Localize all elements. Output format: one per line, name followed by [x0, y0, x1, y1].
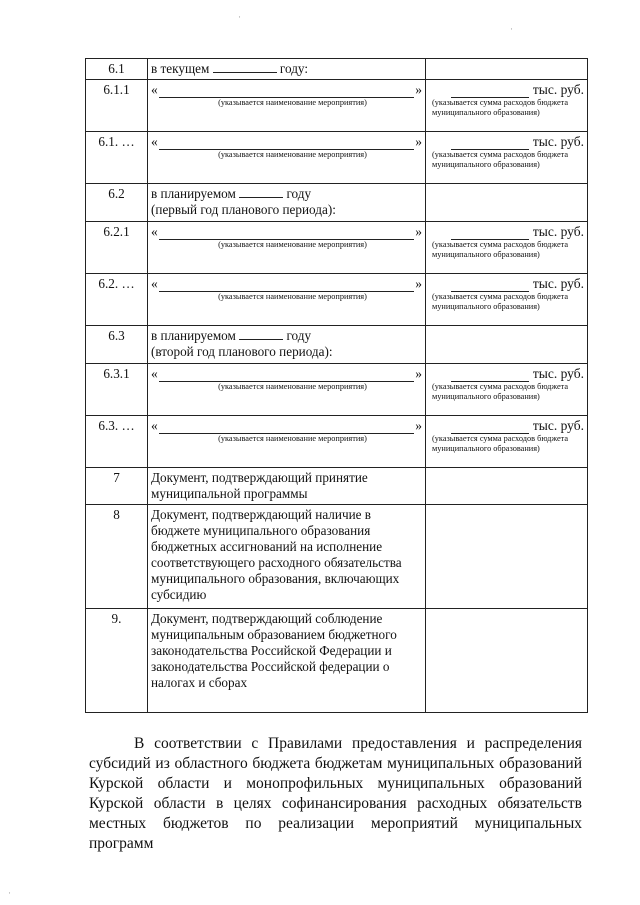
- scan-speck: ·: [238, 12, 241, 22]
- table-row: [86, 132, 588, 184]
- event-name-cell: [148, 222, 426, 274]
- open-quote: «: [151, 224, 158, 239]
- event-name-cell: [148, 416, 426, 468]
- row-number: 6.3: [86, 326, 148, 364]
- amount-blank: [451, 369, 529, 382]
- amount-cell: [426, 222, 588, 274]
- currency-unit: тыс. руб.: [532, 134, 584, 149]
- row-number: 8: [86, 505, 148, 609]
- event-name-blank: [159, 369, 415, 382]
- period-suffix: году: [286, 328, 312, 343]
- event-name-cell: [148, 132, 426, 184]
- amount-blank: [451, 85, 529, 98]
- amount-blank: [451, 279, 529, 292]
- close-quote: »: [415, 366, 422, 381]
- currency-unit: тыс. руб.: [532, 418, 584, 433]
- close-quote: »: [415, 224, 422, 239]
- table-row: [86, 222, 588, 274]
- amount-cell: [426, 416, 588, 468]
- currency-unit: тыс. руб.: [532, 224, 584, 239]
- close-quote: »: [415, 134, 422, 149]
- period-note: (первый год планового периода):: [151, 202, 336, 217]
- amount-cell: [426, 80, 588, 132]
- amount-cell: [426, 364, 588, 416]
- close-quote: »: [415, 82, 422, 97]
- amount-cell: [426, 274, 588, 326]
- table-row: [86, 468, 588, 505]
- amount-hint: (указывается сумма расходов бюджета муниципального образования): [432, 150, 569, 169]
- open-quote: «: [151, 366, 158, 381]
- amount-hint: (указывается сумма расходов бюджета муниципального образования): [432, 434, 569, 453]
- period-note: (второй год планового периода):: [151, 344, 333, 359]
- closing-paragraph: В соответствии с Правилами предоставления и распределения субсидий из областного бюджета бюджетам муниципальных образований Курской области и монопрофильных муниципальных образований Курской области в целях софинансирования расходных обязательств местных бюджетов по реализации мероприятий муниципальных программ: [89, 735, 582, 852]
- amount-blank: [451, 421, 529, 434]
- close-quote: »: [415, 276, 422, 291]
- table-row: [86, 326, 588, 364]
- document-cell: Документ, подтверждающий соблюдение муниципальным образованием бюджетного законодательства Российской Федерации и законодательства Российской федерации о налогах и сборах: [148, 609, 426, 713]
- table-row: [86, 416, 588, 468]
- open-quote: «: [151, 276, 158, 291]
- event-name-blank: [159, 137, 415, 150]
- year-blank: [239, 186, 283, 198]
- event-hint: (указывается наименование мероприятия): [218, 98, 367, 107]
- close-quote: »: [415, 418, 422, 433]
- event-name-blank: [159, 279, 415, 292]
- row-number: 6.2.1: [86, 222, 148, 274]
- amount-hint: (указывается сумма расходов бюджета муниципального образования): [432, 240, 569, 259]
- amount-blank: [451, 227, 529, 240]
- row-number: 7: [86, 468, 148, 505]
- event-name-cell: [148, 274, 426, 326]
- event-name-cell: [148, 364, 426, 416]
- table-row: [86, 364, 588, 416]
- period-suffix: году: [286, 186, 312, 201]
- empty-cell: [426, 326, 588, 364]
- table-row: [86, 184, 588, 222]
- row-number: 6.3.1: [86, 364, 148, 416]
- open-quote: «: [151, 82, 158, 97]
- period-prefix: в текущем: [151, 61, 210, 76]
- row-number: 6.2: [86, 184, 148, 222]
- row-number: 6.1. …: [86, 132, 148, 184]
- period-prefix: в планируемом: [151, 186, 236, 201]
- row-number: 6.2. …: [86, 274, 148, 326]
- open-quote: «: [151, 134, 158, 149]
- period-suffix: году:: [279, 61, 308, 76]
- open-quote: «: [151, 418, 158, 433]
- currency-unit: тыс. руб.: [532, 276, 584, 291]
- table-row: [86, 609, 588, 713]
- event-name-blank: [159, 227, 415, 240]
- empty-cell: [426, 59, 588, 80]
- event-hint: (указывается наименование мероприятия): [218, 382, 367, 391]
- year-blank: [239, 328, 283, 340]
- event-name-blank: [159, 421, 415, 434]
- scan-speck: ·: [8, 888, 11, 898]
- document-cell: Документ, подтверждающий принятие муниципальной программы: [148, 468, 426, 505]
- document-cell: Документ, подтверждающий наличие в бюджете муниципального образования бюджетных ассигнований на исполнение соответствующего расходного обязательства муниципального образования, включающих субсидию: [148, 505, 426, 609]
- scan-speck: ·: [510, 24, 513, 34]
- period-cell: [148, 59, 426, 80]
- currency-unit: тыс. руб.: [532, 366, 584, 381]
- amount-hint: (указывается сумма расходов бюджета муниципального образования): [432, 292, 569, 311]
- period-cell: [148, 326, 426, 364]
- year-blank: [213, 61, 277, 73]
- empty-cell: [426, 505, 588, 609]
- amount-cell: [426, 132, 588, 184]
- row-number: 6.3. …: [86, 416, 148, 468]
- empty-cell: [426, 609, 588, 713]
- table-row: [86, 274, 588, 326]
- event-hint: (указывается наименование мероприятия): [218, 150, 367, 159]
- row-number: 6.1.1: [86, 80, 148, 132]
- row-number: 6.1: [86, 59, 148, 80]
- empty-cell: [426, 184, 588, 222]
- amount-hint: (указывается сумма расходов бюджета муниципального образования): [432, 382, 569, 401]
- amount-blank: [451, 137, 529, 150]
- event-name-cell: [148, 80, 426, 132]
- empty-cell: [426, 468, 588, 505]
- row-number: 9.: [86, 609, 148, 713]
- event-hint: (указывается наименование мероприятия): [218, 240, 367, 249]
- currency-unit: тыс. руб.: [532, 82, 584, 97]
- event-hint: (указывается наименование мероприятия): [218, 292, 367, 301]
- table-row: [86, 59, 588, 80]
- event-hint: (указывается наименование мероприятия): [218, 434, 367, 443]
- period-prefix: в планируемом: [151, 328, 236, 343]
- amount-hint: (указывается сумма расходов бюджета муниципального образования): [432, 98, 569, 117]
- event-name-blank: [159, 85, 415, 98]
- period-cell: [148, 184, 426, 222]
- application-form-table: [85, 58, 588, 713]
- table-row: [86, 80, 588, 132]
- table-row: [86, 505, 588, 609]
